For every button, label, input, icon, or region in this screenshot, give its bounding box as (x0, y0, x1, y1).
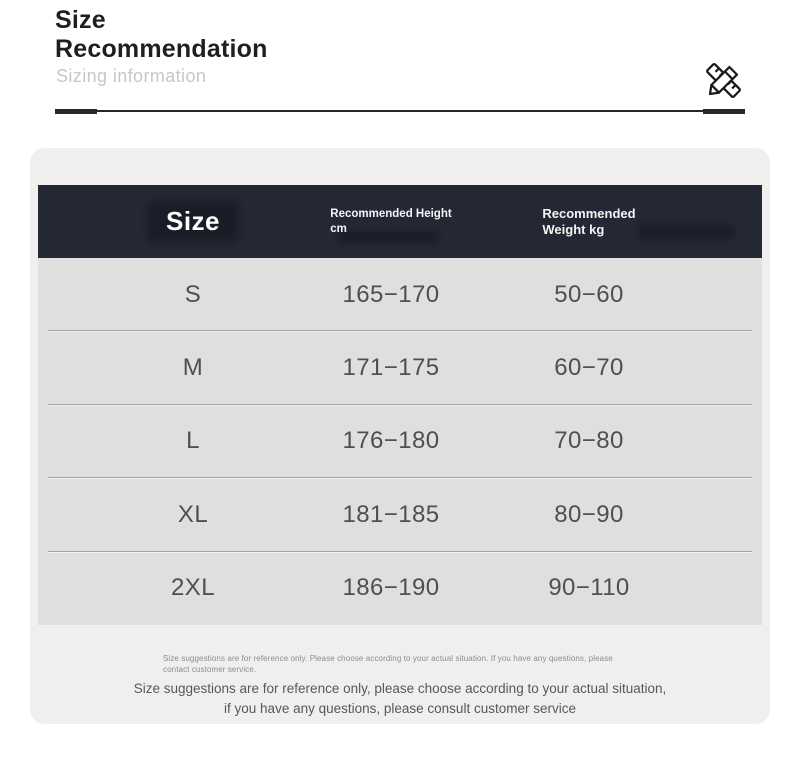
height-cell: 165−170 (342, 280, 440, 308)
height-cell: 171−175 (342, 354, 440, 382)
size-cell: XL (177, 500, 209, 528)
translation-ghost-artifact (638, 225, 733, 239)
weight-cell: 50−60 (554, 280, 624, 308)
divider-right-cap (703, 109, 745, 114)
column-header-weight-line1: Recommended (542, 205, 636, 221)
pencil-and-ruler-icon (700, 57, 747, 104)
size-table-header (38, 185, 762, 258)
column-header-weight (542, 206, 635, 238)
column-header-height (330, 207, 451, 235)
table-row-l (38, 405, 762, 478)
column-header-weight-line2: Weight kg (542, 221, 605, 237)
size-cell: L (186, 427, 200, 455)
table-row-2xl (38, 552, 762, 625)
weight-cell: 80−90 (554, 500, 624, 528)
size-cell: M (182, 354, 204, 382)
size-chart-card (30, 148, 770, 724)
table-row-xl (38, 478, 762, 551)
height-cell: 176−180 (342, 427, 440, 455)
column-header-height-line1: Recommended Height (330, 208, 452, 221)
height-cell: 186−190 (342, 574, 440, 602)
column-header-height-line2: cm (330, 222, 347, 235)
weight-cell: 70−80 (554, 427, 624, 455)
column-header-size: Size (165, 206, 221, 236)
size-cell: 2XL (171, 574, 215, 602)
disclaimer-large (30, 679, 770, 720)
weight-cell: 90−110 (548, 574, 630, 602)
weight-cell: 60−70 (554, 354, 624, 382)
size-table-body (38, 258, 762, 625)
disclaimer-large-line2: if you have any questions, please consult customer service (224, 701, 576, 717)
divider-rule (97, 110, 703, 112)
page-subtitle: Sizing information (56, 66, 207, 86)
section-divider (55, 108, 745, 114)
table-row-m (38, 331, 762, 404)
disclaimer-large-line1: Size suggestions are for reference only, please choose according to your actual situation, (133, 681, 667, 696)
height-cell: 181−185 (342, 500, 440, 528)
disclaimer-small: Size suggestions are for reference only. Please choose according to your actual situation. If you have any questions, please contact customer service. (163, 654, 613, 675)
page-title: Size Recommendation (55, 6, 268, 63)
table-row-s (38, 258, 762, 331)
divider-left-cap (55, 109, 97, 114)
size-cell: S (184, 280, 202, 308)
size-table (38, 185, 762, 625)
